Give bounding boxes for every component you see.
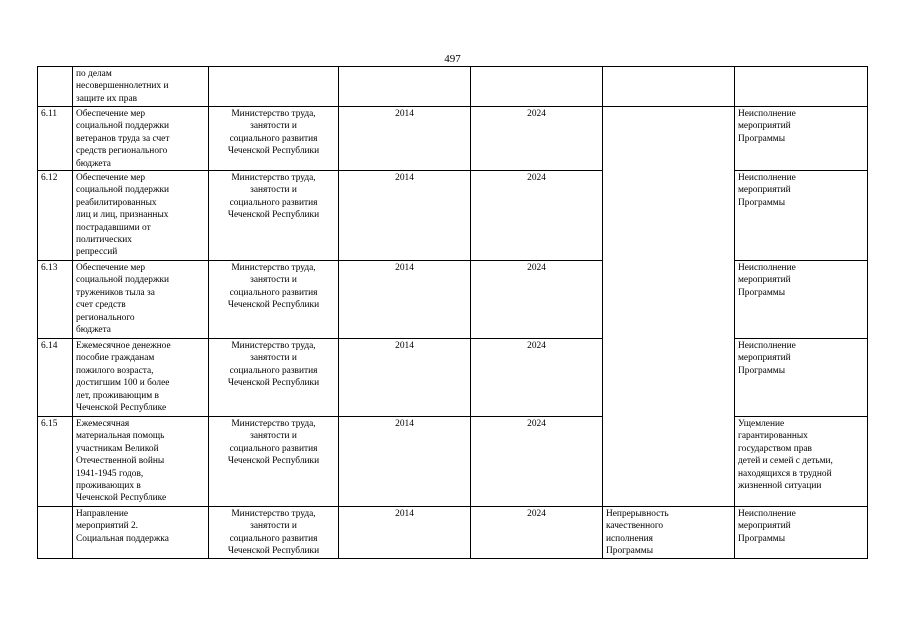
start-year-cell: 2014: [339, 171, 471, 261]
table-row: [38, 507, 868, 559]
start-year-cell: 2014: [339, 261, 471, 339]
start-year-cell: 2014: [339, 107, 471, 171]
table-row: [38, 67, 868, 107]
row-number-cell: [38, 67, 73, 107]
end-year-cell: 2024: [471, 171, 603, 261]
row-number-cell: 6.15: [38, 417, 73, 507]
event-name-cell: Ежемесячное денежное пособие гражданам пожилого возраста, достигшим 100 и более лет, проживающим в Чеченской Республике: [73, 339, 209, 417]
end-year-cell: 2024: [471, 261, 603, 339]
end-year-cell: [471, 67, 603, 107]
consequence-cell: Неисполнение мероприятий Программы: [735, 261, 868, 339]
program-events-table: [37, 66, 868, 559]
executor-cell: Министерство труда, занятости и социального развития Чеченской Республики: [209, 261, 339, 339]
end-year-cell: 2024: [471, 507, 603, 559]
executor-cell: Министерство труда, занятости и социального развития Чеченской Республики: [209, 339, 339, 417]
executor-cell: [209, 67, 339, 107]
event-name-cell: Обеспечение мер социальной поддержки ветеранов труда за счет средств регионального бюджета: [73, 107, 209, 171]
expected-result-cell: Непрерывность качественного исполнения Программы: [603, 507, 735, 559]
table-row: [38, 171, 868, 261]
executor-cell: Министерство труда, занятости и социального развития Чеченской Республики: [209, 171, 339, 261]
start-year-cell: 2014: [339, 339, 471, 417]
row-number-cell: 6.12: [38, 171, 73, 261]
end-year-cell: 2024: [471, 417, 603, 507]
executor-cell: Министерство труда, занятости и социального развития Чеченской Республики: [209, 417, 339, 507]
end-year-cell: 2024: [471, 339, 603, 417]
end-year-cell: 2024: [471, 107, 603, 171]
row-number-cell: 6.13: [38, 261, 73, 339]
event-name-cell: Обеспечение мер социальной поддержки реабилитированных лиц и лиц, признанных пострадавшими от политических репрессий: [73, 171, 209, 261]
table-row: [38, 417, 868, 507]
row-number-cell: [38, 507, 73, 559]
consequence-cell: Неисполнение мероприятий Программы: [735, 339, 868, 417]
page-number: 497: [444, 53, 461, 65]
event-name-cell: Ежемесячная материальная помощь участникам Великой Отечественной войны 1941-1945 годов, проживающих в Чеченской Республике: [73, 417, 209, 507]
table-row: [38, 261, 868, 339]
start-year-cell: [339, 67, 471, 107]
consequence-cell: Ущемление гарантированных государством прав детей и семей с детьми, находящихся в трудной жизненной ситуации: [735, 417, 868, 507]
event-name-cell: Обеспечение мер социальной поддержки тружеников тыла за счет средств регионального бюджета: [73, 261, 209, 339]
start-year-cell: 2014: [339, 507, 471, 559]
consequence-cell: Неисполнение мероприятий Программы: [735, 171, 868, 261]
consequence-cell: Неисполнение мероприятий Программы: [735, 507, 868, 559]
executor-cell: Министерство труда, занятости и социального развития Чеченской Республики: [209, 507, 339, 559]
row-number-cell: 6.14: [38, 339, 73, 417]
table-row: [38, 339, 868, 417]
event-name-cell: по делам несовершеннолетних и защите их прав: [73, 67, 209, 107]
event-name-cell: Направление мероприятий 2. Социальная поддержка: [73, 507, 209, 559]
consequence-cell: Неисполнение мероприятий Программы: [735, 107, 868, 171]
expected-result-cell: [603, 67, 735, 107]
consequence-cell: [735, 67, 868, 107]
executor-cell: Министерство труда, занятости и социального развития Чеченской Республики: [209, 107, 339, 171]
table-row: [38, 107, 868, 171]
start-year-cell: 2014: [339, 417, 471, 507]
expected-result-cell: [603, 107, 735, 507]
row-number-cell: 6.11: [38, 107, 73, 171]
